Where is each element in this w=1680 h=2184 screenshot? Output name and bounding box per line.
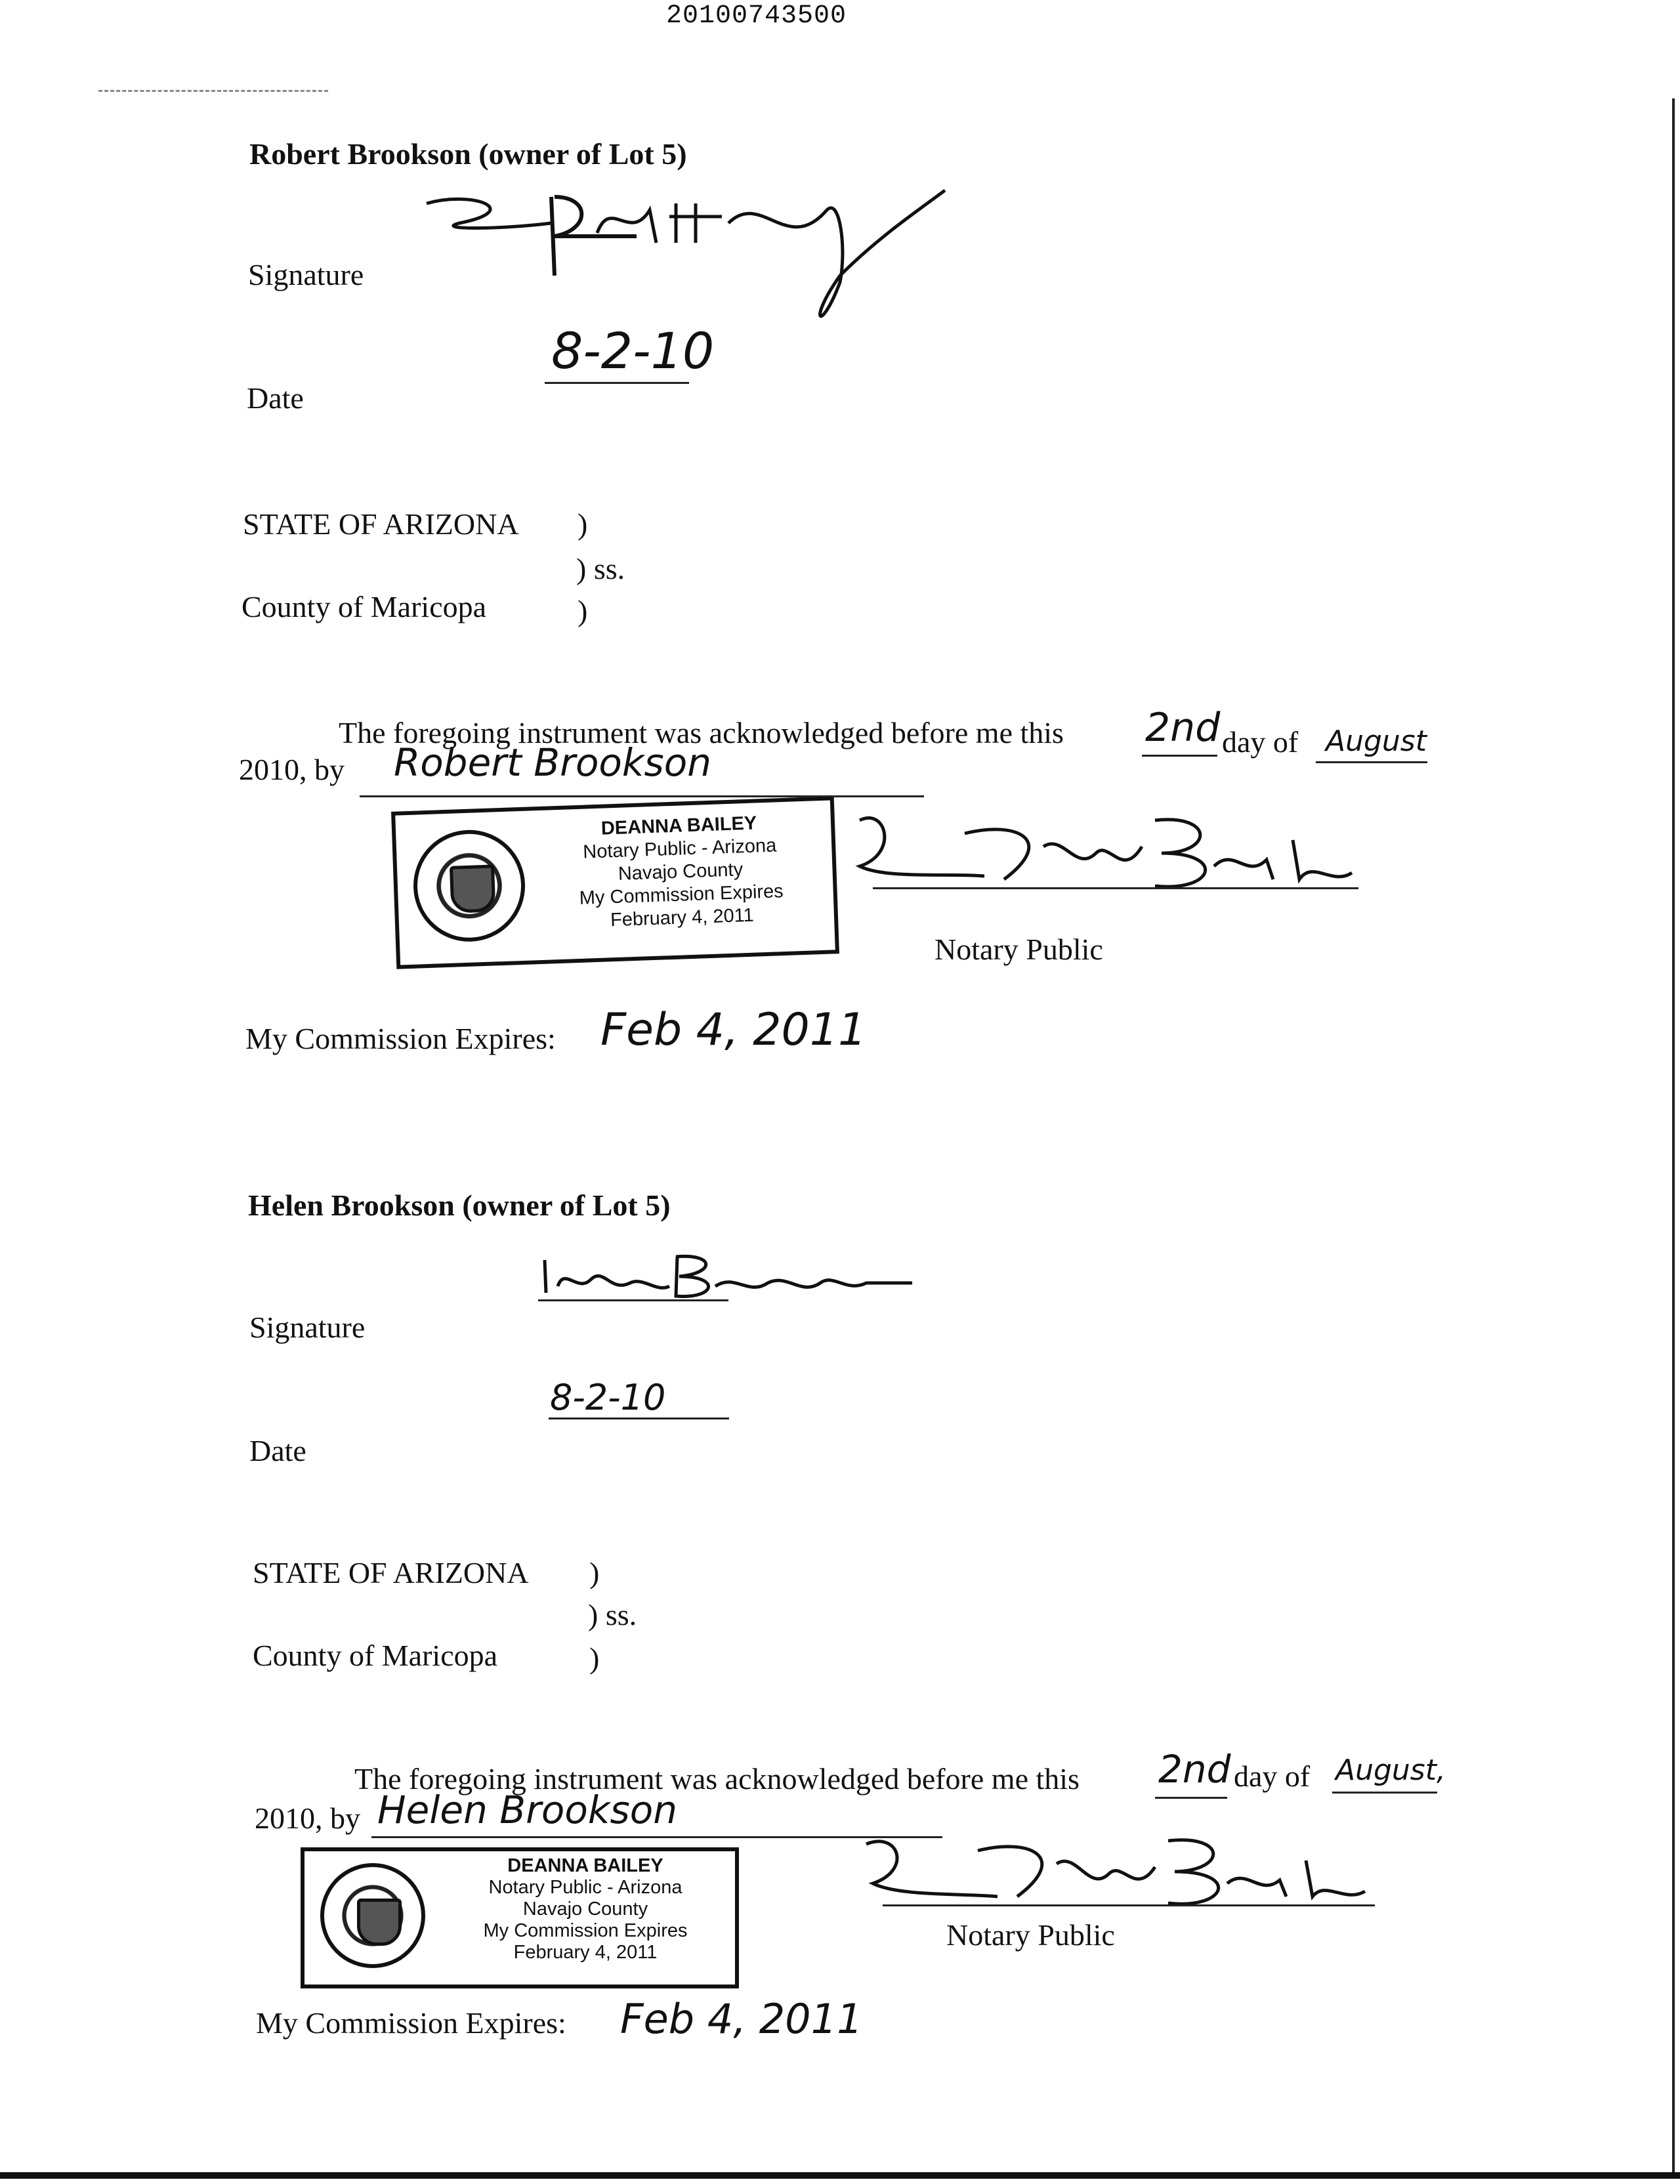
owner-heading: Robert Brookson (owner of Lot 5) [249, 137, 687, 171]
month-underline [1316, 761, 1427, 763]
stamp-line: My Commission Expires [579, 881, 784, 909]
ack-name: Robert Brookson [394, 740, 711, 785]
ack-text-a: The foregoing instrument was acknowledged before me this [354, 1762, 1080, 1796]
date-value: 8-2-10 [550, 1377, 666, 1418]
month-underline [1332, 1792, 1437, 1794]
state-line: STATE OF ARIZONA [253, 1556, 529, 1589]
ack-month: August [1326, 724, 1427, 758]
commission-label: My Commission Expires: [245, 1022, 556, 1055]
ack-text-b: day of [1234, 1759, 1311, 1793]
ack-name: Helen Brookson [377, 1788, 677, 1832]
date-label: Date [249, 1434, 306, 1467]
name-underline [360, 795, 924, 797]
paren: ) [589, 1641, 600, 1675]
robert-signature [420, 184, 1011, 341]
stamp-line: Navajo County [618, 859, 744, 885]
helen-signature [538, 1247, 932, 1319]
notary-stamp [391, 796, 839, 969]
day-underline [1142, 755, 1217, 757]
county-line: County of Maricopa [253, 1639, 498, 1672]
ack-day: 2nd [1158, 1747, 1231, 1792]
ack-text-a: The foregoing instrument was acknowledged before me this [339, 716, 1064, 749]
signature-label: Signature [249, 1311, 366, 1344]
notary-seal-icon [320, 1863, 425, 1968]
page-edge [1672, 98, 1675, 2175]
ss-line: ) ss. [576, 552, 625, 585]
county-line: County of Maricopa [242, 590, 487, 623]
ss-line: ) ss. [588, 1598, 637, 1631]
notary-label: Notary Public [934, 933, 1103, 966]
commission-value: Feb 4, 2011 [620, 1995, 863, 2043]
ack-text-b: day of [1222, 725, 1299, 759]
stamp-line: Notary Public - Arizona [582, 835, 777, 863]
paren: ) [578, 507, 588, 541]
notary-signature [847, 807, 1372, 912]
stamp-line: February 4, 2011 [610, 904, 755, 931]
stamp-name: DEANNA BAILEY [600, 812, 757, 839]
stamp-line: Navajo County [522, 1899, 648, 1920]
date-value: 8-2-10 [551, 322, 715, 380]
notary-seal-icon [411, 828, 527, 944]
stamp-line: Notary Public - Arizona [488, 1877, 682, 1898]
ack-day: 2nd [1145, 705, 1221, 751]
date-underline [549, 1418, 729, 1419]
paren: ) [589, 1556, 600, 1589]
state-line: STATE OF ARIZONA [243, 507, 519, 541]
paren: ) [578, 594, 588, 627]
document-number: 20100743500 [666, 1, 847, 31]
date-underline [545, 382, 689, 384]
page-edge [0, 2172, 1680, 2179]
notary-label: Notary Public [946, 1918, 1115, 1952]
notary-sign-line [873, 887, 1358, 889]
notary-sign-line [883, 1904, 1375, 1906]
ack-month: August, [1335, 1754, 1446, 1787]
year-by: 2010, by [255, 1801, 360, 1835]
stamp-line: My Commission Expires [483, 1920, 688, 1941]
commission-label: My Commission Expires: [256, 2006, 566, 2040]
stamp-name: DEANNA BAILEY [507, 1855, 663, 1876]
date-label: Date [247, 381, 304, 415]
notary-stamp [301, 1847, 739, 1988]
year-by: 2010, by [239, 753, 345, 786]
signature-label: Signature [248, 258, 364, 291]
scan-artifact-divider [98, 90, 328, 92]
stamp-line: February 4, 2011 [513, 1942, 658, 1963]
commission-value: Feb 4, 2011 [600, 1004, 867, 1056]
day-underline [1155, 1797, 1227, 1799]
notary-signature [853, 1831, 1378, 1929]
owner-heading: Helen Brookson (owner of Lot 5) [248, 1188, 671, 1222]
signature-underline [538, 1299, 728, 1301]
